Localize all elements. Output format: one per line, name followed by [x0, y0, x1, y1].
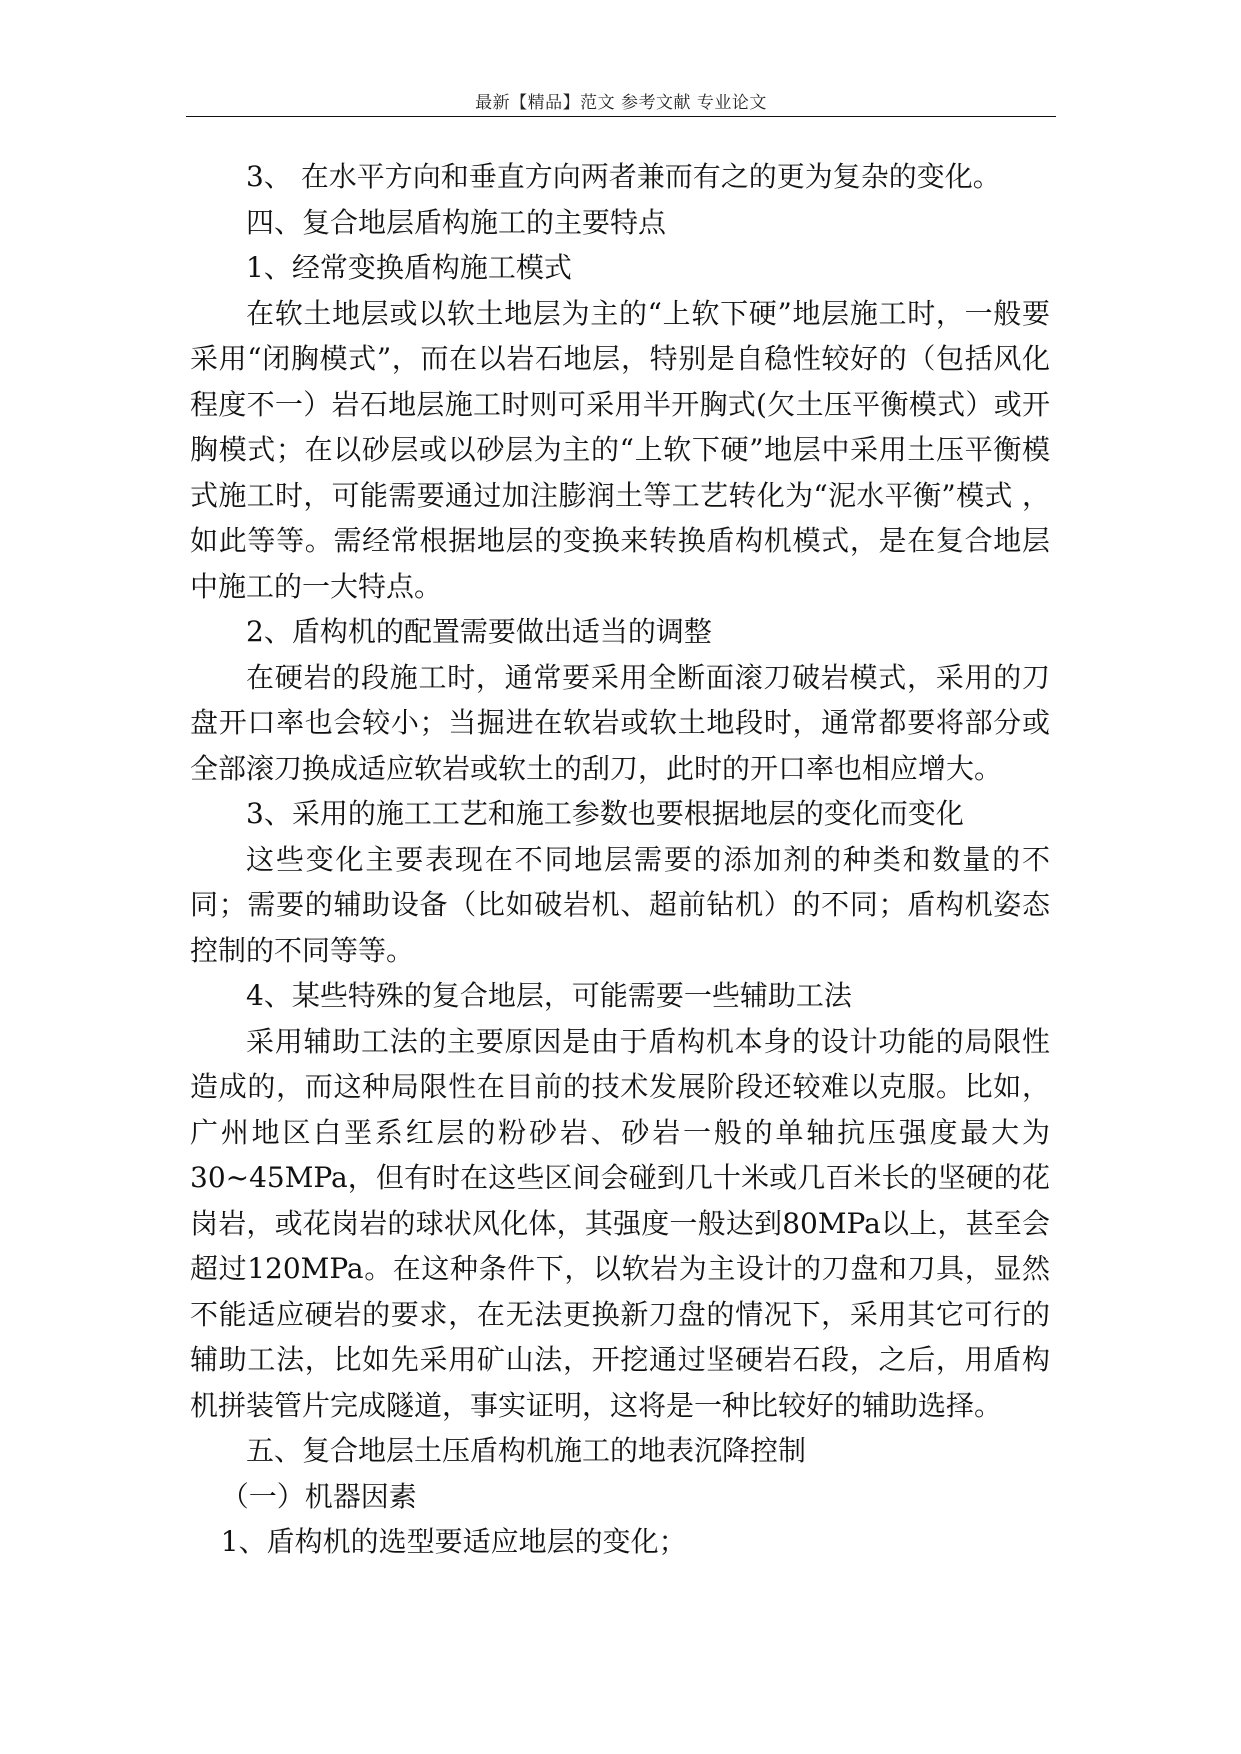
subsection-heading: 1、经常变换盾构施工模式: [246, 251, 572, 284]
subsection-heading: 4、某些特殊的复合地层，可能需要一些辅助工法: [246, 979, 852, 1012]
body-paragraph: 这些变化主要表现在不同地层需要的添加剂的种类和数量的不同；需要的辅助设备（比如破岩机、超前钻机）的不同；盾构机姿态控制的不同等等。: [190, 842, 1050, 967]
section-heading: 四、复合地层盾构施工的主要特点: [246, 205, 667, 239]
body-paragraph: 采用辅助工法的主要原因是由于盾构机本身的设计功能的局限性造成的，而这种局限性在目前的技术发展阶段还较难以克服。比如，广州地区白垩系红层的粉砂岩、砂岩一般的单轴抗压强度最大为30~45MPa，但有时在这些区间会碰到几十米或几百米长的坚硬的花岗岩，或花岗岩的球状风化体，其强度一般达到80MPa以上，甚至会超过120MPa。在这种条件下，以软岩为主设计的刀盘和刀具，显然不能适应硬岩的要求，在无法更换新刀盘的情况下，采用其它可行的辅助工法，比如先采用矿山法，开挖通过坚硬岩石段，之后，用盾构机拼装管片完成隧道，事实证明，这将是一种比较好的辅助选择。: [190, 1024, 1050, 1422]
header-divider: [186, 116, 1056, 117]
subsection-heading: （一）机器因素: [220, 1479, 417, 1513]
subsection-heading: 2、盾构机的配置需要做出适当的调整: [246, 615, 712, 648]
document-body: [190, 154, 1050, 1565]
subsection-heading: 3、采用的施工工艺和施工参数也要根据地层的变化而变化: [246, 797, 964, 830]
paragraph-list-item: 3、 在水平方向和垂直方向两者兼而有之的更为复杂的变化。: [246, 160, 1001, 193]
page-header: 最新【精品】范文 参考文献 专业论文: [475, 93, 767, 113]
body-paragraph: 在硬岩的段施工时，通常要采用全断面滚刀破岩模式，采用的刀盘开口率也会较小；当掘进在软岩或软土地段时，通常都要将部分或全部滚刀换成适应软岩或软土的刮刀，此时的开口率也相应增大。: [190, 660, 1050, 785]
section-heading: 五、复合地层土压盾构机施工的地表沉降控制: [246, 1434, 807, 1467]
body-paragraph: 在软土地层或以软土地层为主的“上软下硬”地层施工时，一般要采用“闭胸模式”，而在以岩石地层，特别是自稳性较好的（包括风化程度不一）岩石地层施工时则可采用半开胸式(欠土压平衡模式）或开胸模式；在以砂层或以砂层为主的“上软下硬”地层中采用土压平衡模式施工时，可能需要通过加注膨润土等工艺转化为“泥水平衡”模式 ，如此等等。需经常根据地层的变换来转换盾构机模式，是在复合地层中施工的一大特点。: [190, 296, 1050, 603]
list-item: 1、盾构机的选型要适应地层的变化；: [220, 1525, 687, 1558]
